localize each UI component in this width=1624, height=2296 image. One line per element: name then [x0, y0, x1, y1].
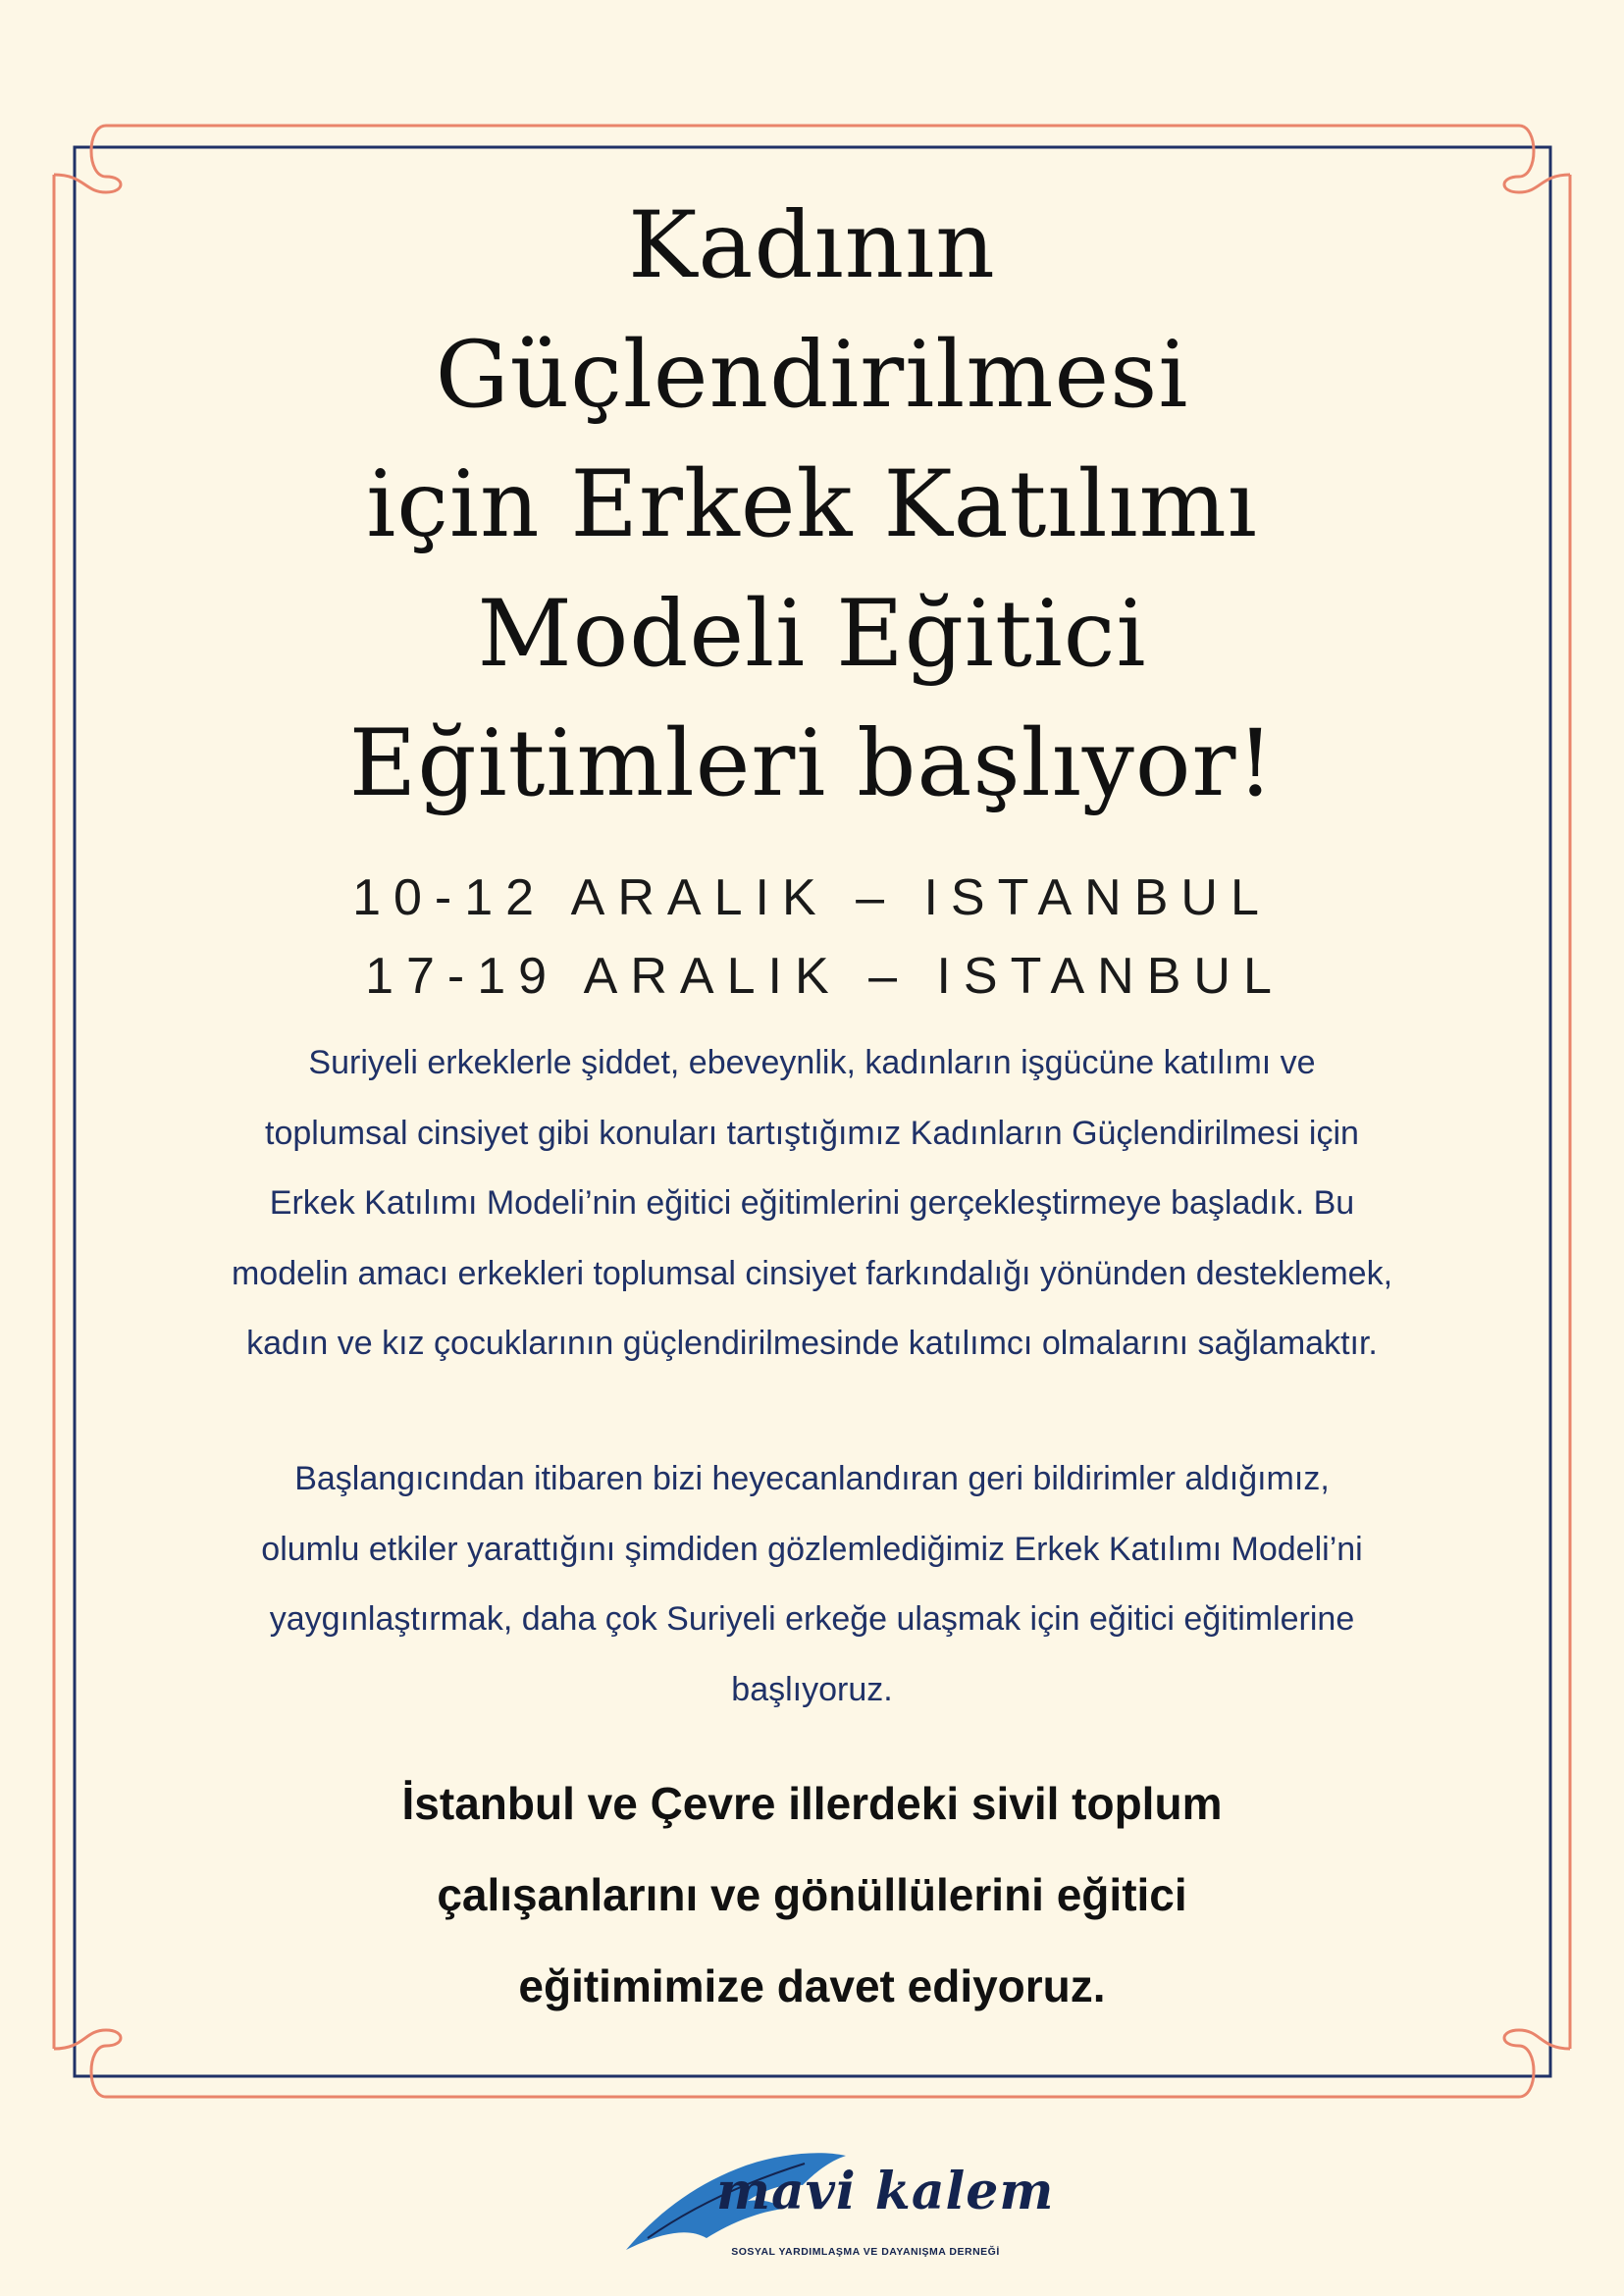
headline-line: Güçlendirilmesi: [435, 322, 1189, 429]
invitation-text: [196, 1758, 1428, 2032]
paragraph-line: toplumsal cinsiyet gibi konuları tartıştığımız Kadınların Güçlendirilmesi için: [265, 1114, 1359, 1152]
headline: [196, 182, 1428, 829]
headline-line: Eğitimleri başlıyor!: [348, 710, 1276, 817]
paragraph-line: Başlangıcından itibaren bizi heyecanlandıran geri bildirimler aldığımız,: [294, 1460, 1330, 1497]
logo-name: mavi kalem: [716, 2162, 1055, 2221]
second-paragraph: [128, 1444, 1496, 1725]
headline-line: için Erkek Katılımı: [366, 451, 1258, 558]
intro-paragraph: [128, 1028, 1496, 1380]
corner-loop-top-left: [54, 126, 121, 192]
invite-line: İstanbul ve Çevre illerdeki sivil toplum: [401, 1778, 1223, 1829]
corner-loop-bottom-left: [54, 2030, 121, 2097]
paragraph-line: modelin amacı erkekleri toplumsal cinsiyet farkındalığı yönünden desteklemek,: [231, 1254, 1393, 1292]
event-date-2: 17-19 ARALIK – ISTANBUL: [365, 948, 1284, 1005]
mavi-kalem-logo: [618, 2144, 1055, 2271]
paragraph-line: yaygınlaştırmak, daha çok Suriyeli erkeğe ulaşmak için eğitici eğitimlerine: [269, 1600, 1355, 1638]
logo-subtitle: SOSYAL YARDIMLAŞMA VE DAYANIŞMA DERNEĞİ: [731, 2246, 1000, 2258]
paragraph-line: Erkek Katılımı Modeli’nin eğitici eğitimlerini gerçekleştirmeye başladık. Bu: [269, 1184, 1355, 1222]
paragraph-line: Suriyeli erkeklerle şiddet, ebeveynlik, kadınların işgücüne katılımı ve: [308, 1044, 1316, 1081]
event-dates: [196, 863, 1428, 1020]
invite-line: eğitimimize davet ediyoruz.: [518, 1960, 1106, 2011]
invite-line: çalışanlarını ve gönüllülerini eğitici: [437, 1869, 1187, 1920]
event-date-1: 10-12 ARALIK – ISTANBUL: [352, 869, 1272, 926]
headline-line: Kadının: [628, 192, 996, 299]
paragraph-line: kadın ve kız çocuklarının güçlendirilmesinde katılımcı olmalarını sağlamaktır.: [246, 1325, 1378, 1362]
paragraph-line: olumlu etkiler yarattığını şimdiden gözlemlediğimiz Erkek Katılımı Modeli’ni: [261, 1530, 1363, 1568]
corner-loop-top-right: [1504, 126, 1570, 192]
corner-loop-bottom-right: [1504, 2030, 1570, 2097]
paragraph-line: başlıyoruz.: [731, 1670, 893, 1708]
headline-line: Modeli Eğitici: [477, 581, 1147, 688]
